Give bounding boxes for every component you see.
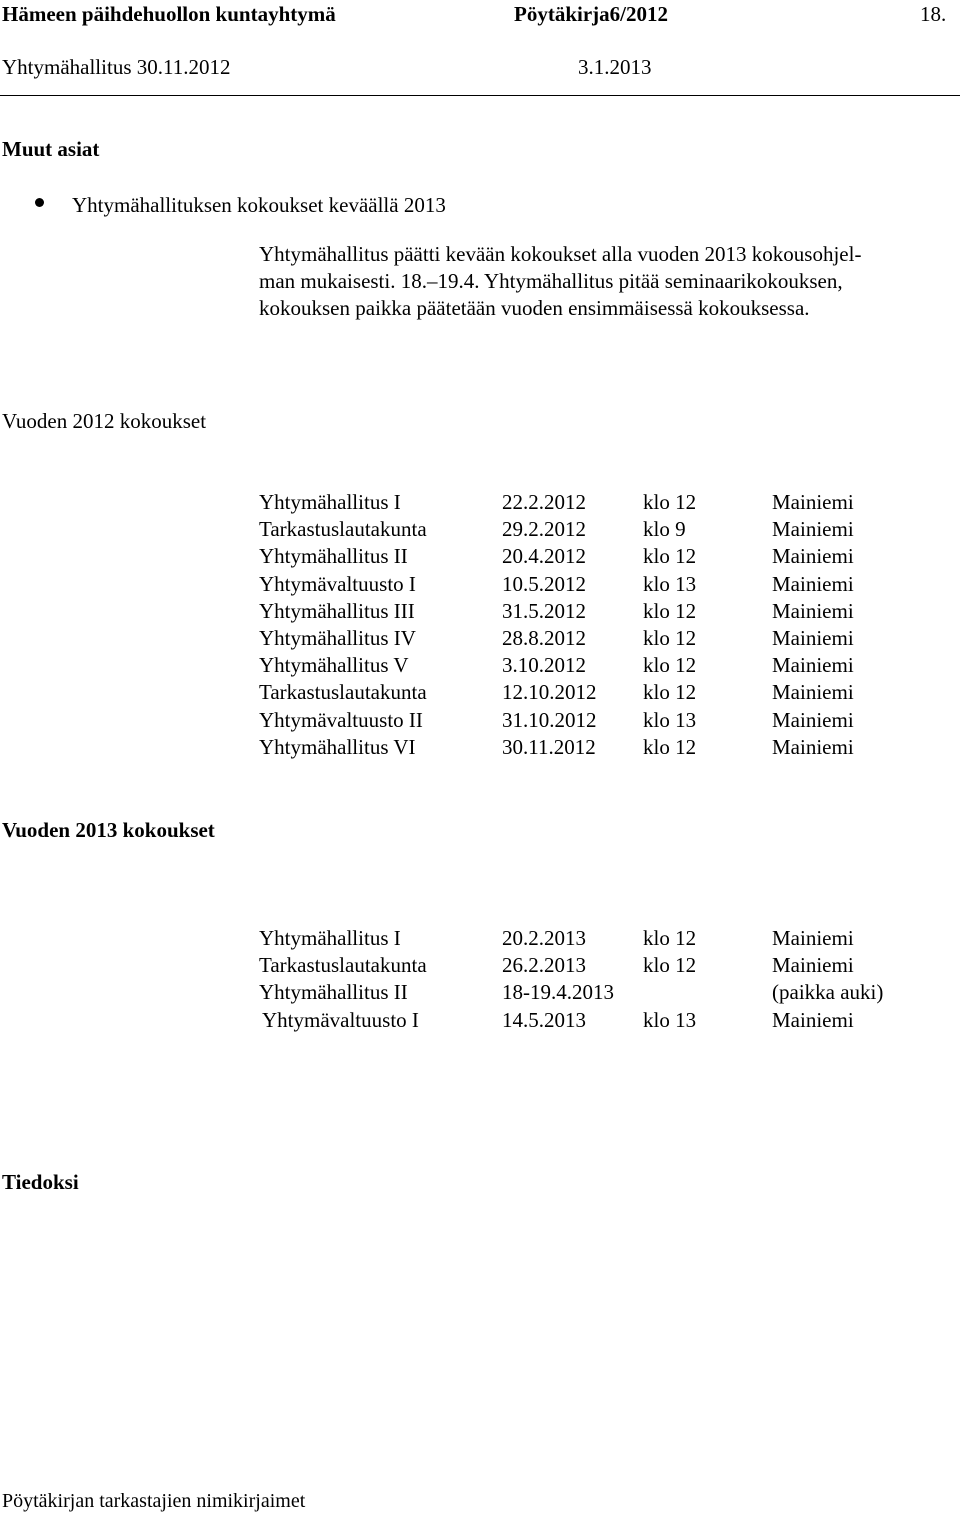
meeting-date: 31.5.2012: [502, 598, 586, 623]
meeting-place: Mainiemi: [772, 598, 854, 623]
meeting-time: klo 12: [643, 490, 697, 514]
bullet-text: Yhtymähallituksen kokoukset keväällä 2013: [72, 193, 446, 217]
meeting-place: Mainiemi: [772, 571, 854, 596]
header-rule: [0, 95, 960, 96]
protocol-number: Pöytäkirja6/2012: [514, 2, 668, 26]
meeting-date: 22.2.2012: [502, 490, 586, 514]
meeting-body: Yhtymähallitus IV: [259, 625, 416, 650]
meeting-date: 3.10.2012: [502, 653, 586, 678]
meeting-place: Mainiemi: [772, 544, 854, 569]
meeting-place: Mainiemi: [772, 625, 854, 650]
meeting-time: klo 12: [643, 625, 697, 650]
meeting-date: 18-19.4.2013: [502, 980, 614, 1005]
meeting-time: klo 12: [643, 926, 697, 950]
meeting-time: klo 12: [643, 734, 697, 759]
meeting-place: Mainiemi: [772, 490, 854, 514]
meeting-body: Tarkastuslautakunta: [259, 953, 427, 978]
meeting-body: Tarkastuslautakunta: [259, 680, 427, 705]
meeting-date: 12.10.2012: [502, 680, 597, 705]
meeting-body: Yhtymähallitus II: [259, 544, 408, 569]
meeting-date: 26.2.2013: [502, 953, 586, 978]
meeting-body: Yhtymähallitus I: [259, 490, 401, 514]
meeting-body: Yhtymähallitus VI: [259, 734, 416, 759]
meeting-time: klo 13: [643, 1007, 697, 1032]
meeting-date: 31.10.2012: [502, 707, 597, 732]
section-heading-2012: Vuoden 2012 kokoukset: [2, 409, 207, 433]
document-date: 3.1.2013: [578, 55, 652, 79]
meeting-date: 14.5.2013: [502, 1007, 586, 1032]
meeting-body: Yhtymähallitus III: [259, 598, 415, 623]
meeting-place: Mainiemi: [772, 680, 854, 705]
decision-paragraph: [259, 244, 949, 325]
paragraph-line: man mukaisesti. 18.–19.4. Yhtymähallitus pitää seminaarikokouksen,: [259, 269, 843, 293]
meeting-place: Mainiemi: [772, 653, 854, 678]
meeting-time: klo 12: [643, 953, 697, 978]
meeting-body: Tarkastuslautakunta: [259, 517, 427, 542]
meeting-place: Mainiemi: [772, 517, 854, 542]
meeting-date: 28.8.2012: [502, 625, 586, 650]
meeting-body: Yhtymävaltuusto I: [262, 1007, 419, 1032]
meeting-date: 30.11.2012: [502, 734, 596, 759]
meeting-place: (paikka auki): [772, 980, 884, 1005]
section-heading-muut-asiat: Muut asiat: [2, 137, 100, 161]
meeting-place: Mainiemi: [772, 1007, 854, 1032]
meeting-time: klo 13: [643, 571, 697, 596]
meeting-date: 20.4.2012: [502, 544, 586, 569]
meeting-body: Yhtymähallitus I: [259, 926, 401, 950]
meeting-body: Yhtymähallitus V: [259, 653, 409, 678]
bullet-icon: [35, 198, 44, 207]
meeting-time: klo 12: [643, 653, 697, 678]
meeting-time: klo 9: [643, 517, 686, 542]
section-heading-tiedoksi: Tiedoksi: [2, 1170, 79, 1194]
meeting-time: klo 12: [643, 598, 697, 623]
meeting-date: 29.2.2012: [502, 517, 586, 542]
page-number: 18.: [920, 2, 947, 26]
organization-name: Hämeen päihdehuollon kuntayhtymä: [2, 2, 336, 26]
meeting-body: Yhtymävaltuusto II: [259, 707, 423, 732]
meeting-place: Mainiemi: [772, 734, 854, 759]
meeting-info: Yhtymähallitus 30.11.2012: [2, 55, 231, 79]
meeting-body: Yhtymävaltuusto I: [259, 571, 416, 596]
meeting-date: 20.2.2013: [502, 926, 586, 950]
paragraph-line: kokouksen paikka päätetään vuoden ensimmäisessä kokouksessa.: [259, 296, 810, 320]
footer-text: Pöytäkirjan tarkastajien nimikirjaimet: [2, 1490, 306, 1512]
meeting-time: klo 13: [643, 707, 697, 732]
meeting-body: Yhtymähallitus II: [259, 980, 408, 1005]
paragraph-line: Yhtymähallitus päätti kevään kokoukset alla vuoden 2013 kokousohjel-: [259, 242, 862, 266]
meeting-place: Mainiemi: [772, 953, 854, 978]
meeting-time: klo 12: [643, 544, 697, 569]
section-heading-2013: Vuoden 2013 kokoukset: [2, 818, 215, 842]
meeting-time: klo 12: [643, 680, 697, 705]
meeting-place: Mainiemi: [772, 926, 854, 950]
meeting-place: Mainiemi: [772, 707, 854, 732]
meeting-date: 10.5.2012: [502, 571, 586, 596]
